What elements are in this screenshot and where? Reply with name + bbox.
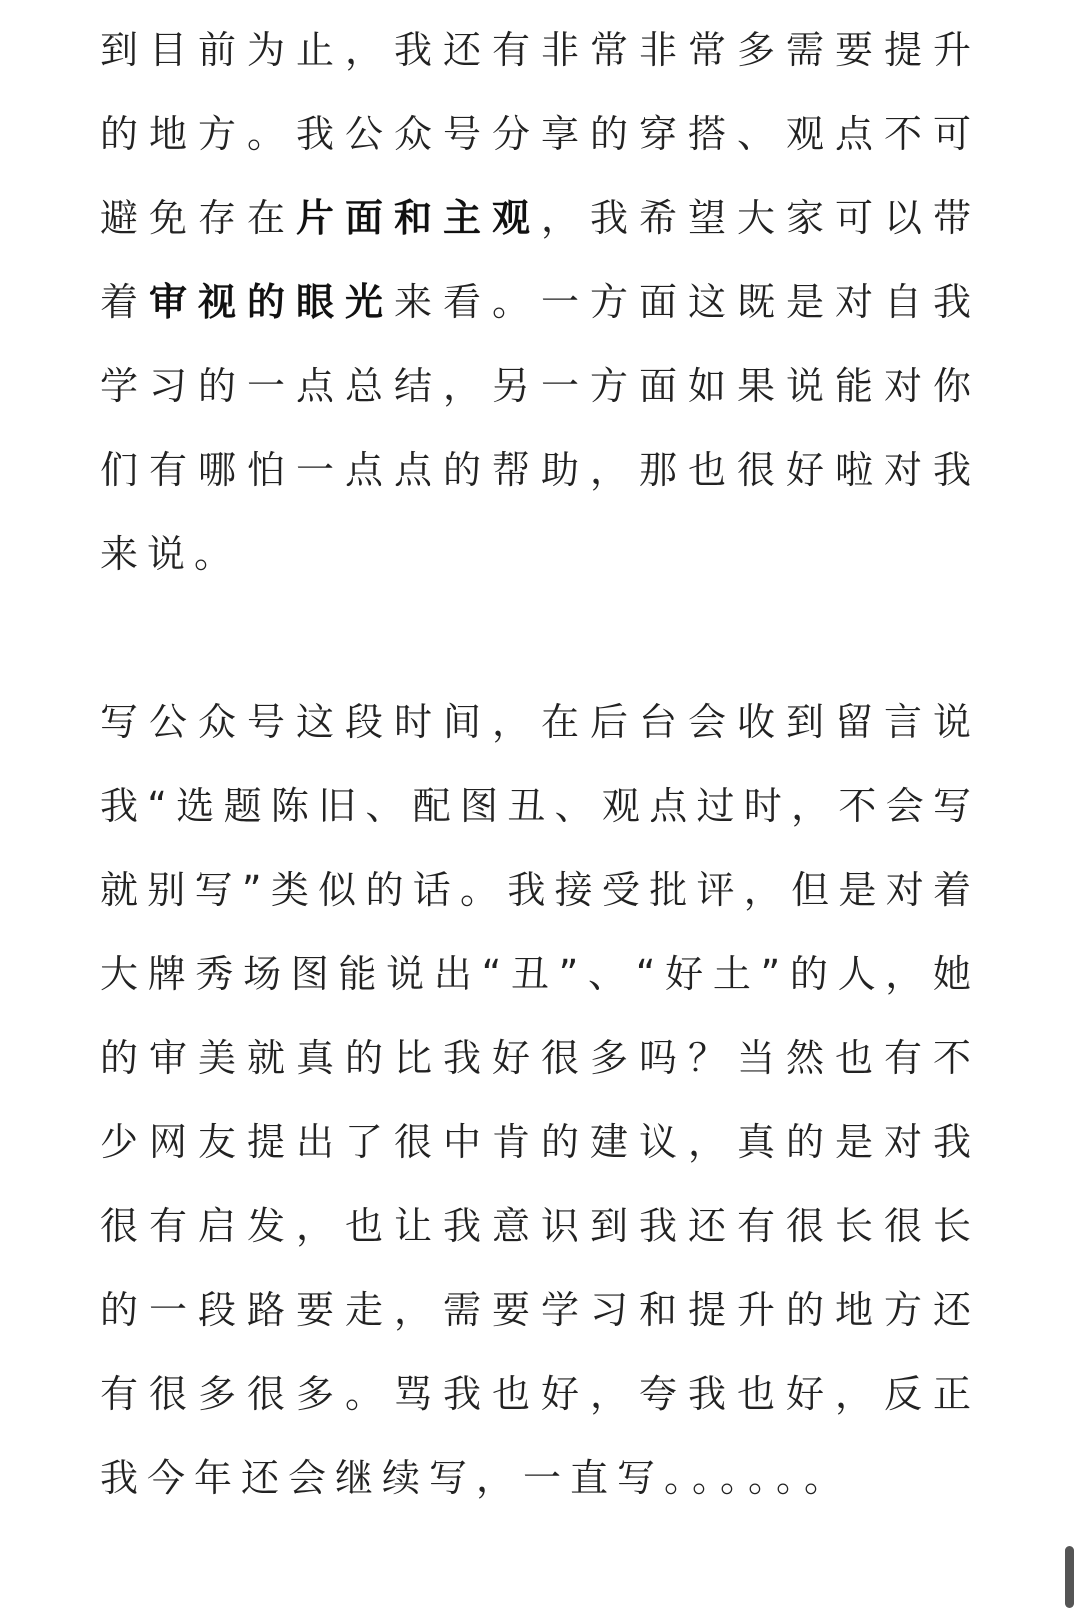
paragraph-1 — [100, 8, 980, 596]
bold-phrase-biased-subjective: 片面和主观 — [296, 196, 541, 240]
paragraph-spacer — [100, 596, 980, 680]
paragraph-1-text-a: 到目前为止，我还有非常非常多需要提升的地方。我公众号分享的穿搭、观点不可避免存在 — [100, 28, 980, 240]
scrollbar-thumb[interactable] — [1065, 1546, 1074, 1608]
bold-phrase-critical-eye: 审视的眼光 — [149, 280, 394, 324]
paragraph-2: 写公众号这段时间，在后台会收到留言说我“选题陈旧、配图丑、观点过时，不会写就别写”类似的话。我接受批评，但是对着大牌秀场图能说出“丑”、“好土”的人，她的审美就真的比我好很多吗？当然也有不少网友提出了很中肯的建议，真的是对我很有启发，也让我意识到我还有很长很长的一段路要走，需要学习和提升的地方还有很多很多。骂我也好，夸我也好，反正我今年还会继续写，一直写。。。。。。 — [100, 700, 980, 1500]
paragraph-1-text-c: 来看。一方面这既是对自我学习的一点总结，另一方面如果说能对你们有哪怕一点点的帮助，那也很好啦对我来说。 — [100, 280, 980, 576]
article-body — [100, 8, 980, 1520]
paragraph-1-text-b: ，我希望大家可以带着 — [100, 196, 980, 324]
